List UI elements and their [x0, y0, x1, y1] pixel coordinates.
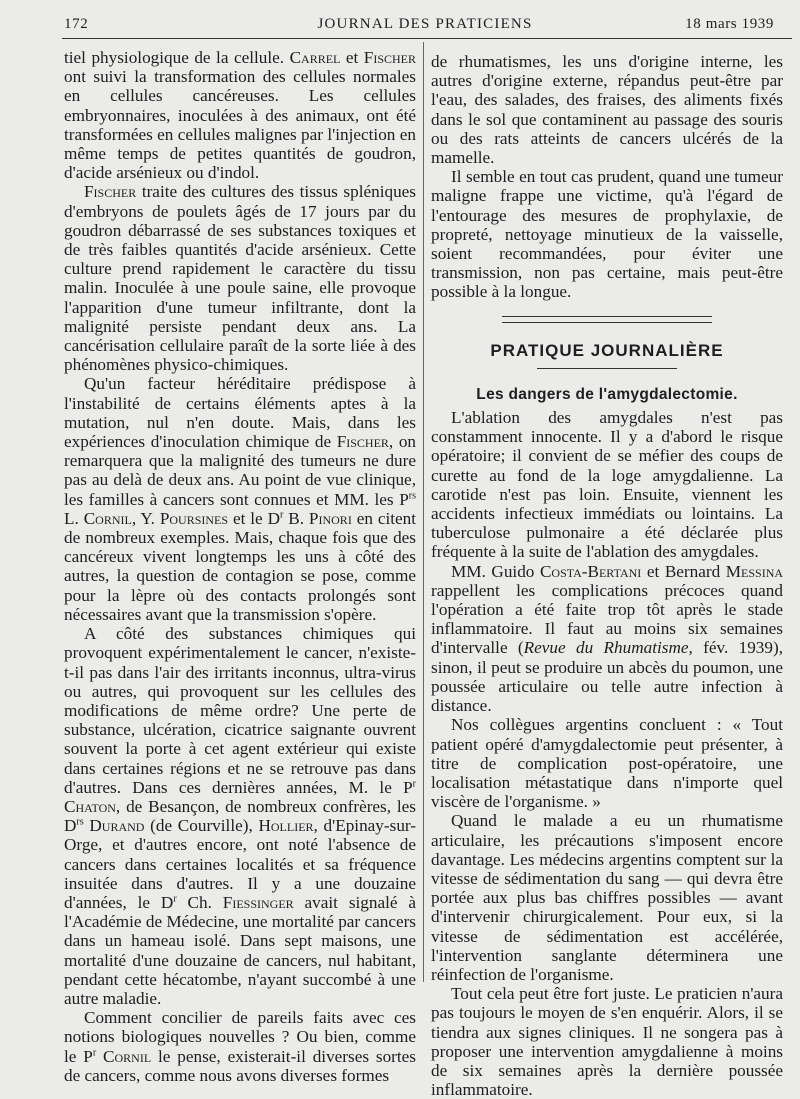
author-name: Cornil: [83, 508, 132, 528]
author-name: Chaton: [64, 796, 116, 816]
author-name: Durand: [89, 816, 145, 836]
author-name: Fischer: [336, 432, 389, 452]
author-name: Poursines: [159, 508, 229, 528]
paragraph: L'ablation des amygdales n'est pas constamment innocente. Il y a d'abord le risque opératoire; il convient de se méfier des coups de curette au fond de la loge amygdalienne. La carotide n'est pas loin. Ensuite, viennent les accidents infectieux immédiats ou lointains. La tuberculose pulmonaire a été déclarée plus fréquente à la suite de l'ablation des amygdales.: [431, 408, 783, 562]
journal-title: JOURNAL DES PRATICIENS: [317, 16, 533, 32]
article-title: Les dangers de l'amygdalectomie.: [476, 385, 738, 403]
author-name: Cornil: [103, 1046, 152, 1066]
running-header: [64, 14, 786, 36]
paragraph: Nos collègues argentins concluent : « Tout patient opéré d'amygdalectomie peut présenter, à titre de complication post-opératoire, une localisation métastatique dans n'importe quel viscère de l'organisme. »: [431, 715, 783, 812]
header-rule: [62, 38, 792, 39]
author-name: Fischer: [84, 182, 137, 202]
paragraph: MM. Guido Costa-Bertani et Bernard Messina rappellent les complications précoces quand l'opération a été faite trop tôt après le stade inflammatoire. Il faut au moins six semaines d'intervalle (Revue du Rhumatisme, fév. 1939), sinon, il peut se produire un abcès du poumon, une poussée articulaire ou telle autre infection à distance.: [431, 561, 784, 716]
issue-date: 18 mars 1939: [685, 16, 774, 32]
right-column: [431, 52, 783, 1099]
paragraph: Il semble en tout cas prudent, quand une tumeur maligne frappe une victime, qu'à l'égard de l'entourage des mesures de prophylaxie, de propreté, nettoyage minutieux de la vaisselle, soient recommandées, pour éviter une transmission, non pas certaine, mais peut-être possible à la longue.: [431, 167, 783, 302]
page-number: 172: [64, 16, 89, 32]
left-column: [64, 48, 416, 1085]
paragraph: de rhumatismes, les uns d'origine interne, les autres d'origine externe, répandus peut-être par l'eau, des salades, des fraises, des aliments fixés dans le sol que contaminent au passage des souris ou des rats atteints de cancers ulcérés de la mamelle.: [431, 52, 783, 168]
journal-citation: Revue du Rhumatisme,: [523, 638, 693, 658]
paragraph: tiel physiologique de la cellule. Carrel et Fischer ont suivi la transformation des cellules normales en cellules cancéreuses. Les cellules embryonnaires, inoculées à des animaux, ont été transformées en cellules malignes par l'injection en même temps de petites quantités de goudron, d'acide arsénieux ou d'indol.: [64, 48, 417, 183]
author-name: Carrel: [289, 48, 341, 67]
section-title: PRATIQUE JOURNALIÈRE: [490, 340, 724, 360]
paragraph: Fischer traite des cultures des tissus spléniques d'embryons de poulets âgés de 17 jours par du goudron débarrassé de ses substances toxiques et de très faibles quantités d'acide arsénieux. Cette culture prend rapidement le caractère du tissu malin. Inoculée à une poule saine, elle provoque l'apparition d'une tumeur infiltrante, dont la malignité persiste pendant deux ans. La cancérisation cellulaire paraît de la sorte liée à des phénomènes physico-chimiques.: [64, 182, 416, 375]
author-name: Hollier: [258, 816, 314, 836]
paragraph: Quand le malade a eu un rhumatisme articulaire, les précautions s'imposent encore davantage. Les médecins argentins comptent sur la vitesse de sédimentation du sang — qui devra être portée aux plus bas chiffres possibles — avant d'intervenir chirurgicalement. Pour eux, si la vitesse de sédimentation est accélérée, l'intervention sanglante déterminera une réinfection de l'organisme.: [431, 811, 783, 984]
column-divider: [423, 42, 424, 982]
paragraph: Qu'un facteur héréditaire prédispose à l'instabilité de certains éléments aptes à la mutation, nul n'en doute. Mais, dans les expériences d'inoculation chimique de Fischer, on remarquera que la malignité des tumeurs ne dure pas au delà de deux ans. Au point de vue clinique, les familles à cancers sont connues et MM. les $P^{rs}$ L. Cornil, Y. Poursines et le $D^r$ B. Pinori en citent de nombreux exemples. Mais, chaque fois que des cancéreux vivent longtemps les uns à côté des autres, la question de contagion se pose, comme pour la lèpre où des contacts prolongés sont nécessaires avant que la transmission s'opère.: [64, 374, 417, 624]
author-name: Costa-Bertani: [539, 561, 642, 581]
author-name: Messina: [725, 561, 784, 581]
paragraph: A côté des substances chimiques qui provoquent expérimentalement le cancer, n'existe-t-il pas dans l'air des irritants inconnus, ultra-virus ou autres, qui provoquent sur les cellules des modifications de même ordre? Une perte de substance, ulcération, cicatrice saignante ouvrent souvent la porte à cet agent extérieur qui existe dans certaines régions et ne se retrouve pas dans d'autres. Dans ces dernières années, M. le $P^r$ Chaton, de Besançon, de nombreux confrères, les $D^{rs}$ Durand (de Courville), Hollier, d'Epinay-sur-Orge, et d'autres encore, ont noté l'absence de cancers dans certaines localités et sa fréquence insuitée dans d'autres. Il y a une douzaine d'années, le $D^r$ Ch. Fiessinger avait signalé à l'Académie de Médecine, une mortalité par cancers dans un hameau isolé. Dans sept maisons, une mortalité d'une douzaine de cancers, nul habitant, pendant cette hécatombe, n'ayant succombé à une autre maladie.: [64, 624, 417, 1008]
author-name: Fiessinger: [222, 892, 294, 912]
author-name: Pinori: [308, 508, 352, 528]
paragraph: Comment concilier de pareils faits avec ces notions biologiques nouvelles ? Ou bien, comme le $P^r$ Cornil le pense, existerait-il diverses sortes de cancers, comme nous avons diverses formes: [64, 1008, 416, 1085]
author-name: Fischer: [363, 48, 417, 67]
title-rule: [537, 368, 677, 369]
paragraph: Tout cela peut être fort juste. Le praticien n'aura pas toujours le moyen de s'en enquérir. Alors, il se tiendra aux signes cliniques. Il ne songera pas à proposer une intervention amygdalienne à moins de six semaines après la dernière poussée inflammatoire.: [431, 984, 783, 1099]
section-separator: [502, 316, 712, 323]
